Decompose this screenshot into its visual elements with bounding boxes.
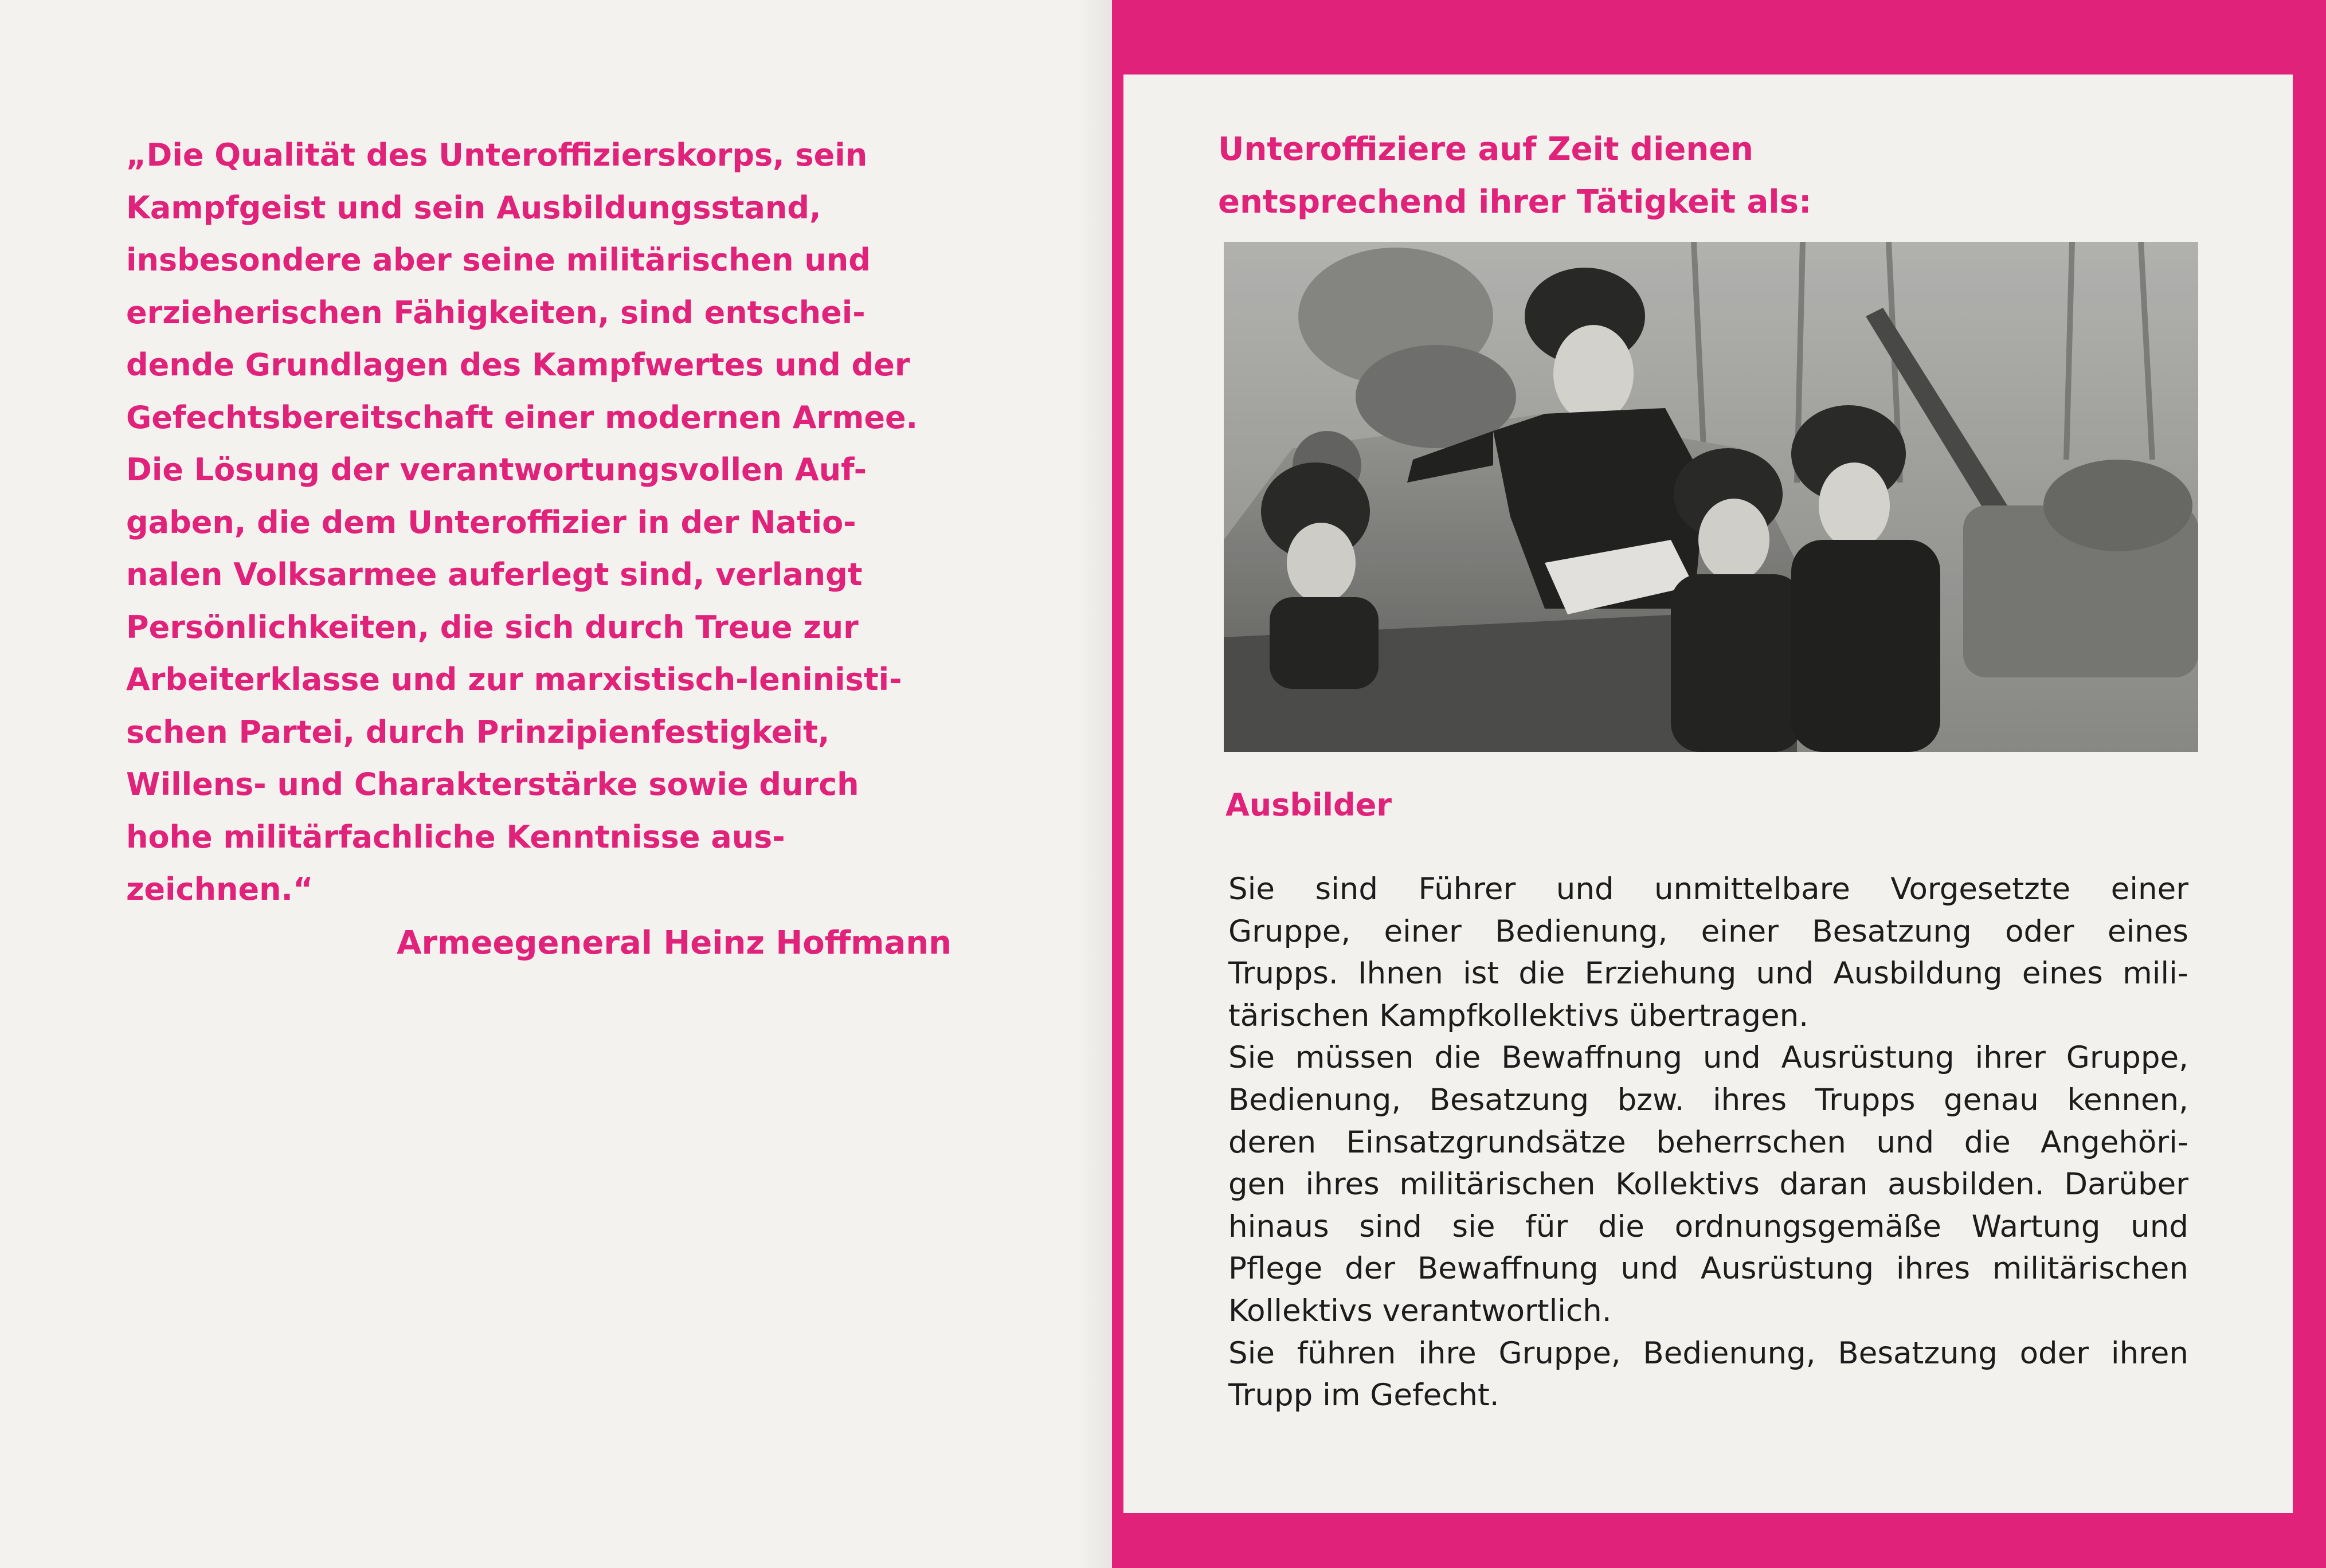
body-line: Sie führen ihre Gruppe, Bedienung, Besatzung oder ihren	[1228, 1335, 2188, 1371]
body-line: Sie müssen die Bewaffnung und Ausrüstung ihrer Gruppe,	[1228, 1040, 2188, 1076]
photograph-tank-crew-icon	[1224, 242, 2198, 752]
quote-line: Kampfgeist und sein Ausbildungsstand,	[126, 189, 821, 226]
heading-line: Unteroffiziere auf Zeit dienen	[1218, 131, 1754, 168]
role-title: Ausbilder	[1225, 787, 1392, 823]
body-line: tärischen Kampfkollektivs übertragen.	[1228, 998, 1809, 1033]
heading-line: entsprechend ihrer Tätigkeit als:	[1218, 183, 1812, 221]
quote-line: schen Partei, durch Prinzipienfestigkeit,	[126, 714, 830, 750]
body-line: Bedienung, Besatzung bzw. ihres Trupps genau kennen,	[1228, 1082, 2188, 1118]
body-line: gen ihres militärischen Kollektivs daran ausbilden. Darüber	[1228, 1167, 2188, 1202]
body-line: Trupp im Gefecht.	[1228, 1378, 1499, 1413]
quote-line: insbesondere aber seine militärischen und	[126, 242, 871, 278]
quote-line: gaben, die dem Unteroffizier in der Natio-	[126, 504, 856, 540]
body-line: deren Einsatzgrundsätze beherrschen und die Angehöri-	[1228, 1124, 2188, 1160]
page-gutter-shadow	[1078, 0, 1112, 1568]
quote-line: Willens- und Charakterstärke sowie durch	[126, 766, 859, 802]
body-line: hinaus sind sie für die ordnungsgemäße Wartung und	[1228, 1209, 2188, 1244]
quote-author: Armeegeneral Heinz Hoffmann	[397, 924, 951, 962]
quote-line: Gefechtsbereitschaft einer modernen Armee.	[126, 399, 918, 436]
quote-line: hohe militärfachliche Kenntnisse aus-	[126, 818, 785, 855]
quote-line: Persönlichkeiten, die sich durch Treue zur	[126, 609, 859, 645]
quote-line: Die Lösung der verantwortungsvollen Auf-	[126, 452, 867, 488]
section-heading	[1218, 123, 2020, 229]
quote-line: dende Grundlagen des Kampfwertes und der	[126, 347, 910, 383]
quote-line: nalen Volksarmee auferlegt sind, verlangt	[126, 556, 863, 593]
quote-line: erzieherischen Fähigkeiten, sind entschei-	[126, 294, 866, 331]
body-line: Kollektivs verantwortlich.	[1228, 1293, 1612, 1328]
quote-block	[126, 129, 951, 916]
body-line: Pflege der Bewaffnung und Ausrüstung ihres militärischen	[1228, 1251, 2188, 1287]
body-line: Trupps. Ihnen ist die Erziehung und Ausbildung eines mili-	[1228, 956, 2188, 991]
quote-line: Arbeiterklasse und zur marxistisch-leninisti-	[126, 661, 902, 697]
role-description	[1228, 868, 2188, 1417]
tank-crew-photo	[1224, 242, 2198, 752]
quote-line: zeichnen.“	[126, 871, 314, 907]
quote-line: „Die Qualität des Unteroffizierskorps, sein	[126, 137, 868, 173]
body-line: Sie sind Führer und unmittelbare Vorgesetzte einer	[1228, 872, 2188, 907]
body-line: Gruppe, einer Bedienung, einer Besatzung oder eines	[1228, 914, 2188, 949]
